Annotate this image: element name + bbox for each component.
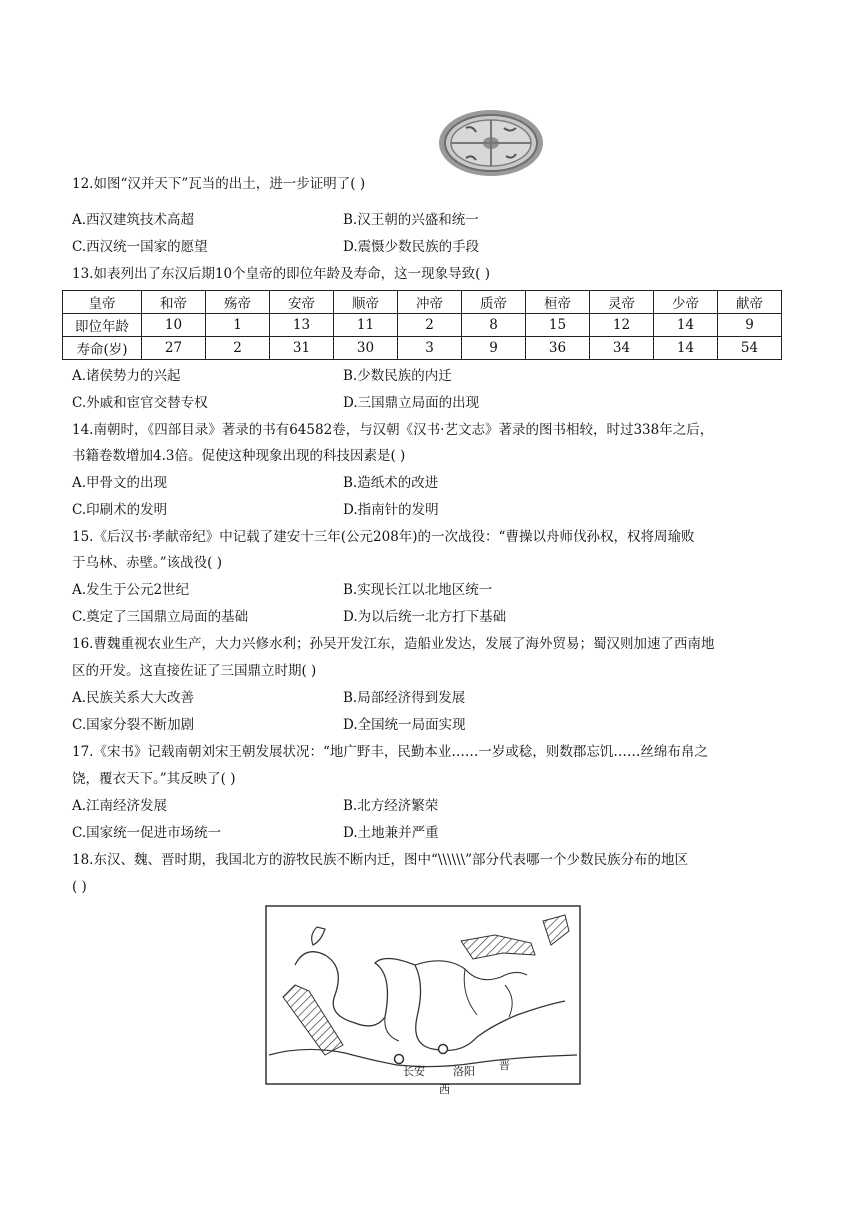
q14-option-c[interactable]: C.印刷术的发明 <box>72 502 168 518</box>
q17-stem-line2: 饶，覆衣天下。”其反映了( ) <box>72 771 236 787</box>
q13-option-a[interactable]: A.诸侯势力的兴起 <box>72 368 181 384</box>
table-row <box>63 337 782 360</box>
table-cell: 殇帝 <box>206 291 270 314</box>
table-cell: 2 <box>398 314 462 337</box>
q16-stem-line2: 区的开发。这直接佐证了三国鼎立时期( ) <box>72 663 317 679</box>
table-row <box>63 291 782 314</box>
map-label-jin: 晋 <box>499 1059 510 1072</box>
table-cell: 和帝 <box>142 291 206 314</box>
emperor-table <box>62 290 782 360</box>
roof-tile-coin-image <box>438 108 544 178</box>
table-row <box>63 314 782 337</box>
table-cell: 2 <box>206 337 270 360</box>
table-cell: 54 <box>718 337 782 360</box>
q15-option-a[interactable]: A.发生于公元2世纪 <box>72 582 190 598</box>
q17-stem-line1: 17.《宋书》记载南朝刘宋王朝发展状况：“地广野丰，民勤本业……一岁或稔，则数郡忘饥……丝绵布帛之 <box>72 744 708 760</box>
q14-option-d[interactable]: D.指南针的发明 <box>343 502 439 518</box>
table-cell: 12 <box>590 314 654 337</box>
table-cell: 9 <box>718 314 782 337</box>
q18-stem-line2: ( ) <box>72 879 87 895</box>
table-row-header: 皇帝 <box>63 291 142 314</box>
q17-option-b[interactable]: B.北方经济繁荣 <box>343 798 439 814</box>
q14-option-b[interactable]: B.造纸术的改进 <box>343 475 439 491</box>
table-cell: 9 <box>462 337 526 360</box>
q13-option-b[interactable]: B.少数民族的内迁 <box>343 368 452 384</box>
q17-option-d[interactable]: D.土地兼并严重 <box>343 825 439 841</box>
table-cell: 11 <box>334 314 398 337</box>
table-cell: 27 <box>142 337 206 360</box>
q15-stem-line1: 15.《后汉书·孝献帝纪》中记载了建安十三年(公元208年)的一次战役：“曹操以舟师伐孙权，权将周瑜败 <box>72 529 695 545</box>
table-cell: 安帝 <box>270 291 334 314</box>
q13-option-c[interactable]: C.外戚和宦官交替专权 <box>72 395 208 411</box>
map-label-xi: 西 <box>439 1083 450 1096</box>
map-label-luoyang: 洛阳 <box>453 1065 475 1078</box>
table-cell: 灵帝 <box>590 291 654 314</box>
table-cell: 14 <box>654 314 718 337</box>
table-cell: 顺帝 <box>334 291 398 314</box>
table-cell: 桓帝 <box>526 291 590 314</box>
north-china-map-image <box>265 905 581 1096</box>
q12-option-b[interactable]: B.汉王朝的兴盛和统一 <box>343 212 479 228</box>
q15-option-b[interactable]: B.实现长江以北地区统一 <box>343 582 493 598</box>
table-cell: 34 <box>590 337 654 360</box>
q12-option-d[interactable]: D.震慑少数民族的手段 <box>343 239 480 255</box>
q15-option-d[interactable]: D.为以后统一北方打下基础 <box>343 609 507 625</box>
q12-option-c[interactable]: C.西汉统一国家的愿望 <box>72 239 208 255</box>
table-cell: 8 <box>462 314 526 337</box>
table-cell: 10 <box>142 314 206 337</box>
q15-option-c[interactable]: C.奠定了三国鼎立局面的基础 <box>72 609 249 625</box>
map-label-changan: 长安 <box>403 1065 425 1078</box>
table-cell: 质帝 <box>462 291 526 314</box>
q16-option-d[interactable]: D.全国统一局面实现 <box>343 717 466 733</box>
q16-option-c[interactable]: C.国家分裂不断加剧 <box>72 717 195 733</box>
table-cell: 15 <box>526 314 590 337</box>
table-row-header: 寿命(岁) <box>63 337 142 360</box>
table-cell: 14 <box>654 337 718 360</box>
q12-option-a[interactable]: A.西汉建筑技术高超 <box>72 212 195 228</box>
q14-stem-line1: 14.南朝时，《四部目录》著录的书有64582卷，与汉朝《汉书·艺文志》著录的图书相较，时过338年之后， <box>72 422 714 438</box>
q16-stem-line1: 16.曹魏重视农业生产，大力兴修水利；孙吴开发江东，造船业发达，发展了海外贸易；蜀汉则加速了西南地 <box>72 636 715 652</box>
q13-option-d[interactable]: D.三国鼎立局面的出现 <box>343 395 480 411</box>
table-cell: 少帝 <box>654 291 718 314</box>
q16-option-a[interactable]: A.民族关系大大改善 <box>72 690 195 706</box>
q14-stem-line2: 书籍卷数增加4.3倍。促使这种现象出现的科技因素是( ) <box>72 448 406 464</box>
table-cell: 36 <box>526 337 590 360</box>
table-cell: 1 <box>206 314 270 337</box>
table-cell: 献帝 <box>718 291 782 314</box>
q17-option-c[interactable]: C.国家统一促进市场统一 <box>72 825 222 841</box>
table-cell: 冲帝 <box>398 291 462 314</box>
table-cell: 13 <box>270 314 334 337</box>
q13-stem: 13.如表列出了东汉后期10个皇帝的即位年龄及寿命，这一现象导致( ) <box>72 266 490 282</box>
table-cell: 3 <box>398 337 462 360</box>
q15-stem-line2: 于乌林、赤壁。”该战役( ) <box>72 555 222 571</box>
table-cell: 31 <box>270 337 334 360</box>
table-cell: 30 <box>334 337 398 360</box>
table-row-header: 即位年龄 <box>63 314 142 337</box>
q18-stem-line1: 18.东汉、魏、晋时期，我国北方的游牧民族不断内迁，图中“\\\\\\”部分代表哪一个少数民族分布的地区 <box>72 852 689 868</box>
q12-stem: 12.如图“汉并天下”瓦当的出土，进一步证明了( ) <box>72 176 366 192</box>
q16-option-b[interactable]: B.局部经济得到发展 <box>343 690 466 706</box>
q17-option-a[interactable]: A.江南经济发展 <box>72 798 168 814</box>
q14-option-a[interactable]: A.甲骨文的出现 <box>72 475 168 491</box>
